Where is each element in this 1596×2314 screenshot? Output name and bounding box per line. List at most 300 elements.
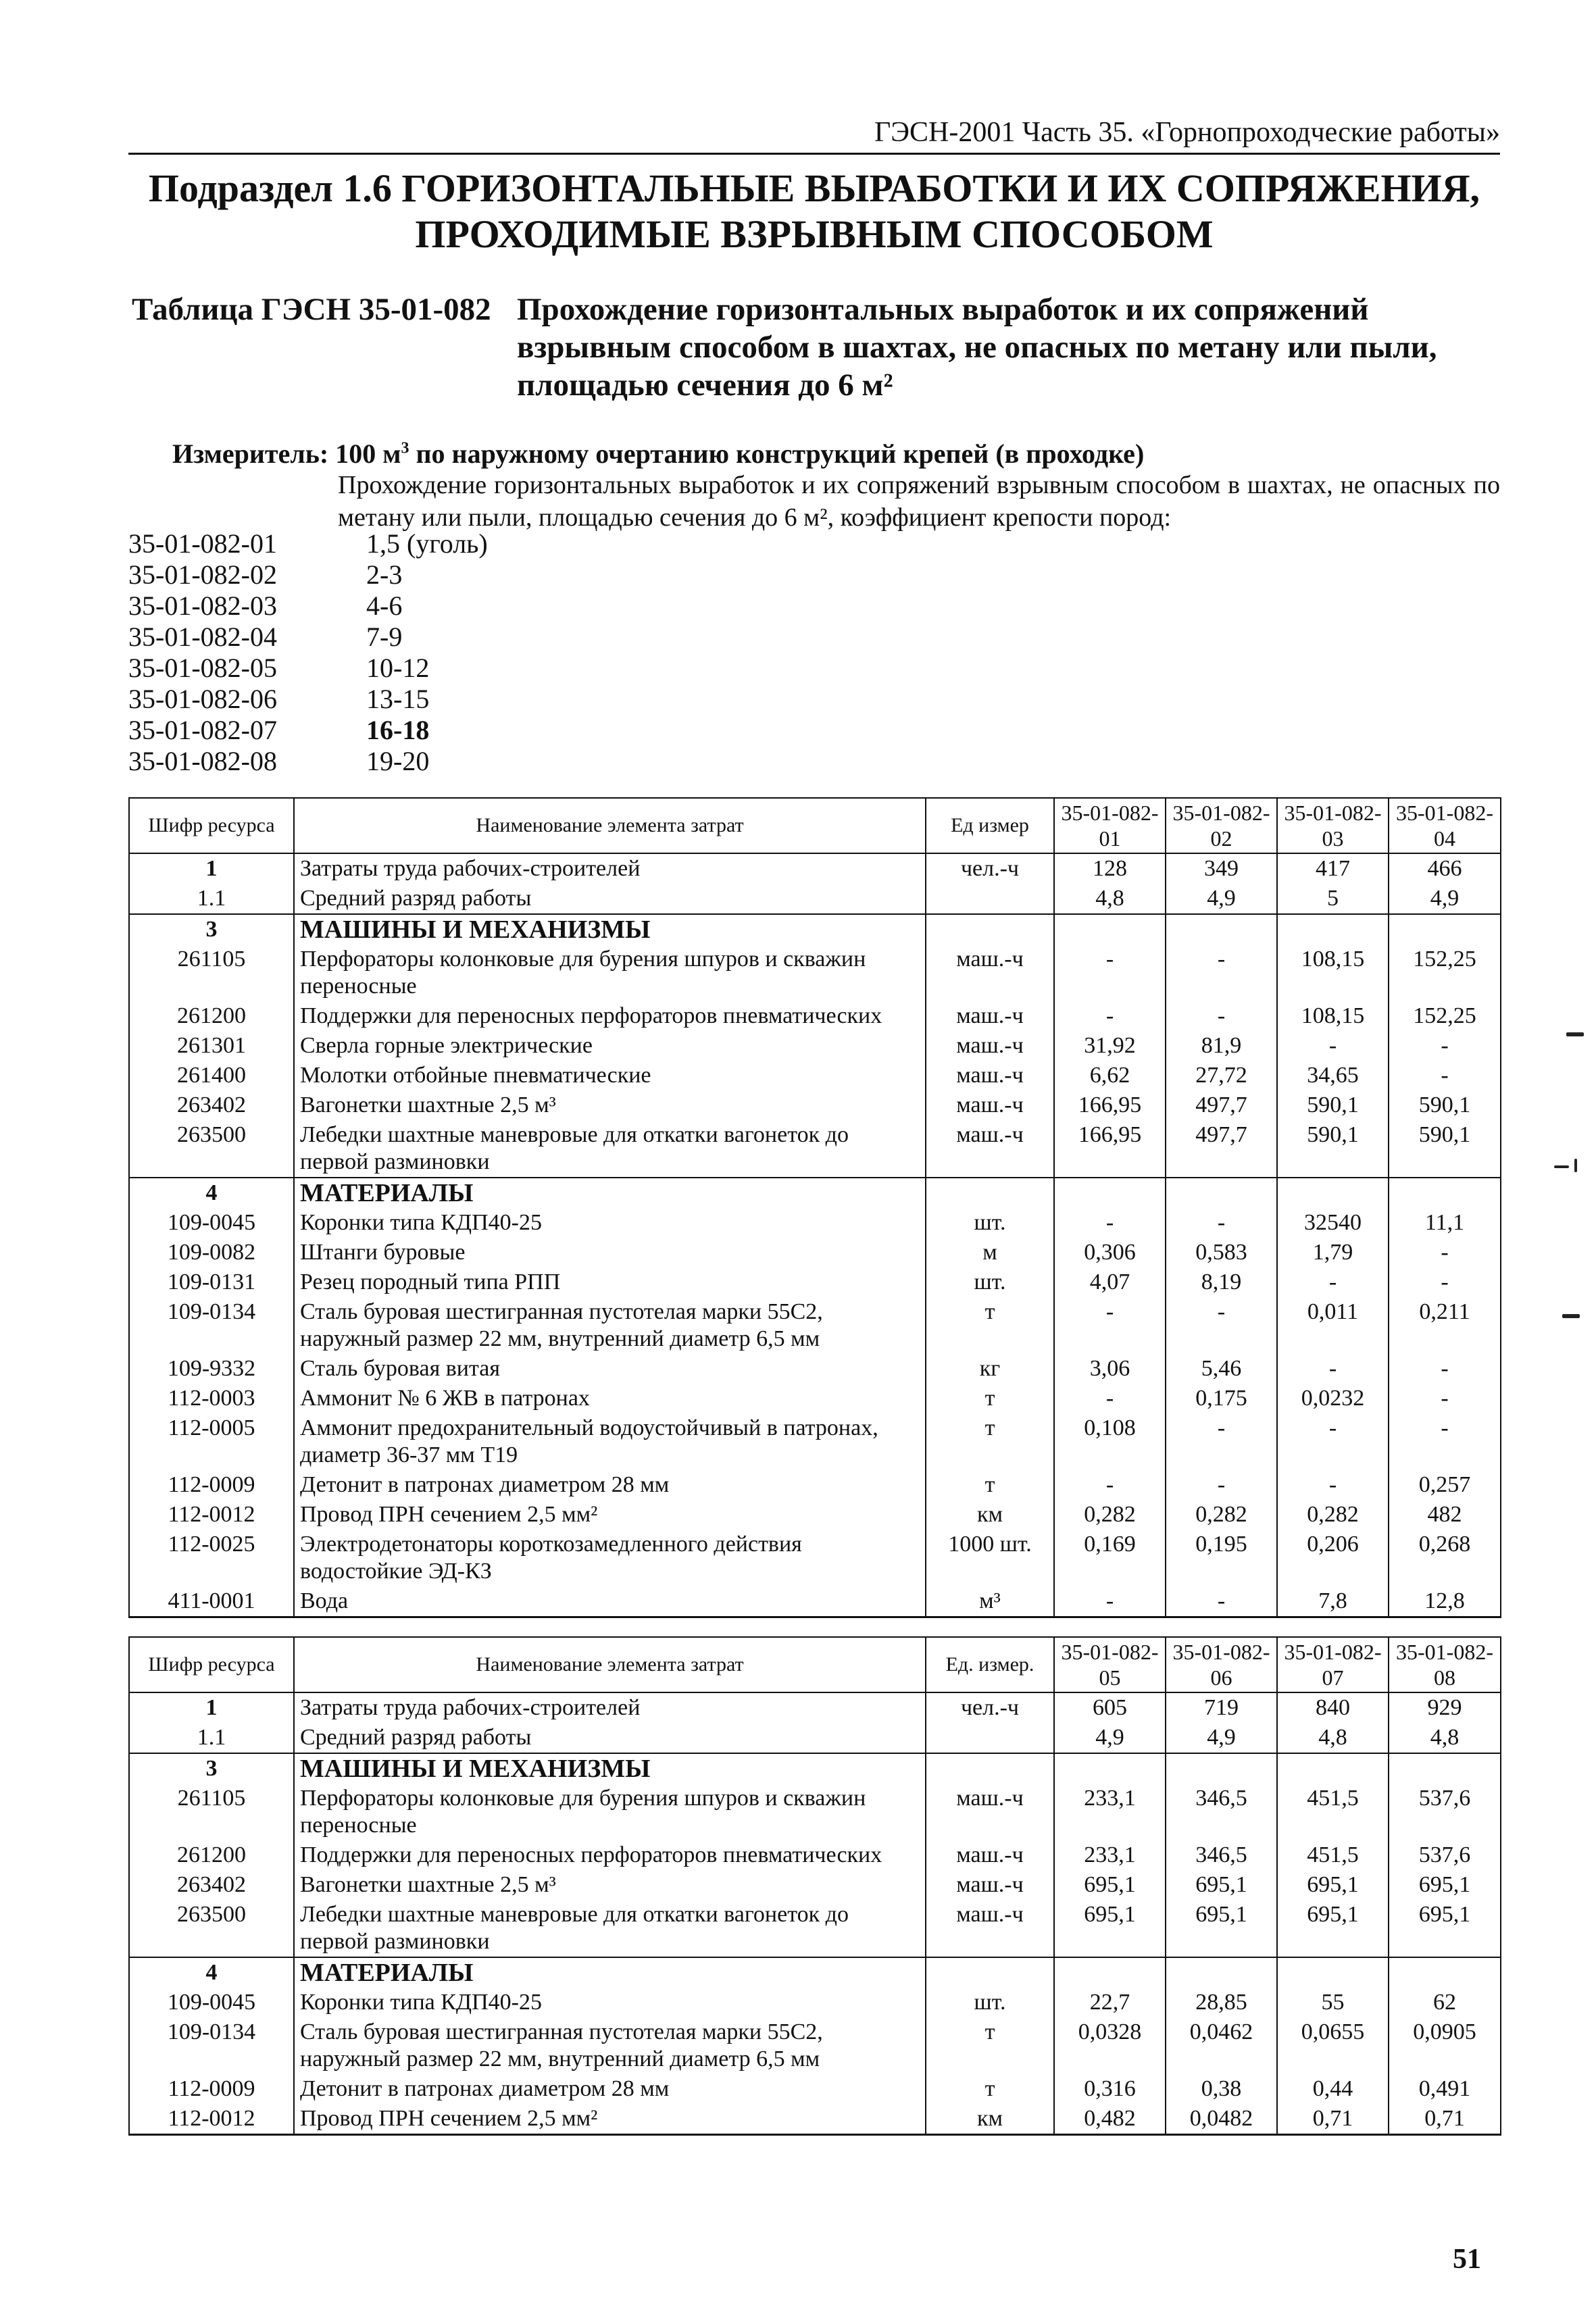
variant-code: 35-01-082-03 xyxy=(128,590,277,621)
resource-table-1 xyxy=(128,797,1501,1618)
resource-code-cell: 261105 xyxy=(129,945,294,1001)
value-cell: - xyxy=(1166,1470,1277,1500)
value-cell: 482 xyxy=(1389,1500,1501,1530)
unit-cell: т xyxy=(926,2017,1054,2074)
table-row xyxy=(129,884,1501,914)
value-cell xyxy=(1277,1753,1389,1784)
value-cell: 22,7 xyxy=(1054,1988,1166,2017)
resource-name-cell: Коронки типа КДП40-25 xyxy=(294,1208,926,1238)
resource-code-cell: 411-0001 xyxy=(129,1586,294,1617)
margin-scan-mark xyxy=(1566,1032,1584,1036)
unit-cell: м³ xyxy=(926,1586,1054,1617)
table-row xyxy=(129,853,1501,884)
value-cell xyxy=(1054,1178,1166,1208)
unit-cell: чел.-ч xyxy=(926,853,1054,884)
resource-name-cell: Электродетонаторы короткозамедленного действия водостойкие ЭД-КЗ xyxy=(294,1530,926,1586)
variant-value: 13-15 xyxy=(366,684,430,714)
header-cell: Шифр ресурса xyxy=(129,1637,294,1692)
variant-code: 35-01-082-07 xyxy=(128,715,277,745)
value-cell: 0,0905 xyxy=(1389,2017,1501,2074)
value-cell: 5,46 xyxy=(1166,1354,1277,1384)
unit-cell: т xyxy=(926,1384,1054,1413)
intro-paragraph: Прохождение горизонтальных выработок и их сопряжений взрывным способом в шахтах, не опасных по метану или пыли, площадью сечения до 6 м², коэффициент крепости пород: xyxy=(338,471,1500,532)
unit-cell: маш.-ч xyxy=(926,945,1054,1001)
table-row xyxy=(129,1753,1501,1784)
resource-name-cell: Перфораторы колонковые для бурения шпуров и скважин переносные xyxy=(294,1784,926,1840)
value-cell: 349 xyxy=(1166,853,1277,884)
resource-name-cell: МАШИНЫ И МЕХАНИЗМЫ xyxy=(294,914,926,945)
value-cell: - xyxy=(1054,945,1166,1001)
value-cell: - xyxy=(1389,1384,1501,1413)
resource-name-cell: МАШИНЫ И МЕХАНИЗМЫ xyxy=(294,1753,926,1784)
table-row xyxy=(129,1870,1501,1900)
value-cell: 695,1 xyxy=(1166,1900,1277,1957)
unit-cell: маш.-ч xyxy=(926,1031,1054,1061)
resource-name-cell: Сталь буровая шестигранная пустотелая марки 55С2, наружный размер 22 мм, внутренний диаметр 6,5 мм xyxy=(294,1297,926,1354)
value-cell: 1,79 xyxy=(1277,1238,1389,1267)
value-cell: 0,583 xyxy=(1166,1238,1277,1267)
resource-name-cell: Затраты труда рабочих-строителей xyxy=(294,1692,926,1723)
resource-code-cell: 112-0009 xyxy=(129,1470,294,1500)
variant-row xyxy=(128,622,488,653)
resource-name-cell: Лебедки шахтные маневровые для откатки вагонеток до первой разминовки xyxy=(294,1900,926,1957)
value-cell: 695,1 xyxy=(1277,1870,1389,1900)
value-cell: 417 xyxy=(1277,853,1389,884)
value-cell: - xyxy=(1389,1267,1501,1297)
resource-code-cell: 263402 xyxy=(129,1870,294,1900)
resource-name-cell: Детонит в патронах диаметром 28 мм xyxy=(294,1470,926,1500)
unit-cell xyxy=(926,1178,1054,1208)
value-cell: 537,6 xyxy=(1389,1784,1501,1840)
value-cell: - xyxy=(1277,1413,1389,1470)
value-cell: 6,62 xyxy=(1054,1061,1166,1090)
value-cell: 695,1 xyxy=(1054,1900,1166,1957)
table-row xyxy=(129,1384,1501,1413)
value-cell: 0,282 xyxy=(1166,1500,1277,1530)
unit-cell: маш.-ч xyxy=(926,1784,1054,1840)
resource-name-cell: Лебедки шахтные маневровые для откатки вагонеток до первой разминовки xyxy=(294,1120,926,1178)
resource-code-cell: 112-0012 xyxy=(129,2104,294,2135)
value-cell: 128 xyxy=(1054,853,1166,884)
margin-scan-mark xyxy=(1574,1159,1577,1172)
value-cell: 8,19 xyxy=(1166,1267,1277,1297)
value-cell: - xyxy=(1166,1297,1277,1354)
value-cell: - xyxy=(1389,1238,1501,1267)
table-header-row xyxy=(129,1637,1501,1692)
header-cell: 35-01-082-08 xyxy=(1389,1637,1501,1692)
resource-code-cell: 109-9332 xyxy=(129,1354,294,1384)
unit-cell: маш.-ч xyxy=(926,1120,1054,1178)
resource-name-cell: Провод ПРН сечением 2,5 мм² xyxy=(294,1500,926,1530)
unit-cell xyxy=(926,1753,1054,1784)
resource-name-cell: Сталь буровая шестигранная пустотелая марки 55С2, наружный размер 22 мм, внутренний диаметр 6,5 мм xyxy=(294,2017,926,2074)
resource-code-cell: 3 xyxy=(129,914,294,945)
value-cell: 695,1 xyxy=(1054,1870,1166,1900)
value-cell: 451,5 xyxy=(1277,1840,1389,1870)
value-cell: - xyxy=(1389,1354,1501,1384)
resource-name-cell: Резец породный типа РПП xyxy=(294,1267,926,1297)
resource-code-cell: 109-0134 xyxy=(129,1297,294,1354)
table-row xyxy=(129,1061,1501,1090)
value-cell: 166,95 xyxy=(1054,1120,1166,1178)
value-cell: 451,5 xyxy=(1277,1784,1389,1840)
unit-cell: шт. xyxy=(926,1988,1054,2017)
variant-value: 4-6 xyxy=(366,590,403,621)
value-cell: 12,8 xyxy=(1389,1586,1501,1617)
resource-code-cell: 261301 xyxy=(129,1031,294,1061)
value-cell xyxy=(1166,914,1277,945)
value-cell: 5 xyxy=(1277,884,1389,914)
value-cell: 166,95 xyxy=(1054,1090,1166,1120)
variant-value: 19-20 xyxy=(366,746,430,776)
resource-table-2 xyxy=(128,1636,1501,2136)
resource-name-cell: МАТЕРИАЛЫ xyxy=(294,1957,926,1988)
unit-cell: 1000 шт. xyxy=(926,1530,1054,1586)
value-cell xyxy=(1389,1957,1501,1988)
variant-row xyxy=(128,684,488,715)
value-cell xyxy=(1054,914,1166,945)
table-row xyxy=(129,1840,1501,1870)
unit-cell: маш.-ч xyxy=(926,1061,1054,1090)
variant-value: 7-9 xyxy=(366,622,403,652)
value-cell: 840 xyxy=(1277,1692,1389,1723)
value-cell: 0,282 xyxy=(1054,1500,1166,1530)
value-cell: 0,0462 xyxy=(1166,2017,1277,2074)
unit-cell xyxy=(926,884,1054,914)
table-row xyxy=(129,1267,1501,1297)
value-cell: 7,8 xyxy=(1277,1586,1389,1617)
resource-name-cell: Детонит в патронах диаметром 28 мм xyxy=(294,2074,926,2104)
unit-cell: шт. xyxy=(926,1267,1054,1297)
value-cell: 695,1 xyxy=(1389,1900,1501,1957)
value-cell: 0,482 xyxy=(1054,2104,1166,2135)
variant-row xyxy=(128,528,488,559)
unit-cell: маш.-ч xyxy=(926,1840,1054,1870)
variant-code: 35-01-082-08 xyxy=(128,746,277,776)
value-cell xyxy=(1277,1178,1389,1208)
measure-value xyxy=(335,438,1144,469)
resource-code-cell: 112-0003 xyxy=(129,1384,294,1413)
header-cell: 35-01-082-03 xyxy=(1277,798,1389,853)
table-row xyxy=(129,914,1501,945)
table-row xyxy=(129,1988,1501,2017)
unit-cell: т xyxy=(926,2074,1054,2104)
value-cell: 929 xyxy=(1389,1692,1501,1723)
unit-cell: маш.-ч xyxy=(926,1001,1054,1031)
header-cell: 35-01-082-06 xyxy=(1166,1637,1277,1692)
table-row xyxy=(129,2017,1501,2074)
value-cell: - xyxy=(1166,1001,1277,1031)
value-cell: 497,7 xyxy=(1166,1120,1277,1178)
table-row xyxy=(129,1500,1501,1530)
resource-code-cell: 263402 xyxy=(129,1090,294,1120)
value-cell: 0,0655 xyxy=(1277,2017,1389,2074)
resource-code-cell: 109-0134 xyxy=(129,2017,294,2074)
variant-value: 10-12 xyxy=(366,653,430,683)
resource-code-cell: 3 xyxy=(129,1753,294,1784)
variant-row xyxy=(128,590,488,622)
resource-code-cell: 261105 xyxy=(129,1784,294,1840)
resource-name-cell: Затраты труда рабочих-строителей xyxy=(294,853,926,884)
subsection-title-line2: ПРОХОДИМЫЕ ВЗРЫВНЫМ СПОСОБОМ xyxy=(415,212,1214,256)
value-cell: 0,175 xyxy=(1166,1384,1277,1413)
value-cell: - xyxy=(1277,1267,1389,1297)
value-cell xyxy=(1389,914,1501,945)
table-row xyxy=(129,1001,1501,1031)
variant-row xyxy=(128,746,488,777)
subsection-title xyxy=(128,166,1500,257)
resource-name-cell: Поддержки для переносных перфораторов пневматических xyxy=(294,1001,926,1031)
value-cell: 590,1 xyxy=(1277,1090,1389,1120)
value-cell: 0,0328 xyxy=(1054,2017,1166,2074)
header-cell: Наименование элемента затрат xyxy=(294,1637,926,1692)
value-cell: 0,71 xyxy=(1389,2104,1501,2135)
value-cell xyxy=(1054,1753,1166,1784)
value-cell: 0,206 xyxy=(1277,1530,1389,1586)
variant-code: 35-01-082-02 xyxy=(128,559,277,590)
unit-cell: маш.-ч xyxy=(926,1870,1054,1900)
value-cell xyxy=(1389,1753,1501,1784)
value-cell: - xyxy=(1054,1001,1166,1031)
resource-name-cell: Средний разряд работы xyxy=(294,1723,926,1753)
value-cell: 62 xyxy=(1389,1988,1501,2017)
value-cell: 590,1 xyxy=(1277,1120,1389,1178)
running-header: ГЭСН-2001 Часть 35. «Горнопроходческие работы» xyxy=(128,116,1500,155)
table-header-row xyxy=(129,798,1501,853)
variant-code: 35-01-082-01 xyxy=(128,528,277,559)
resource-code-cell: 263500 xyxy=(129,1120,294,1178)
table-title-text xyxy=(517,291,1490,404)
value-cell xyxy=(1054,1957,1166,1988)
value-cell: 152,25 xyxy=(1389,1001,1501,1031)
table-row xyxy=(129,1586,1501,1617)
value-cell: 152,25 xyxy=(1389,945,1501,1001)
table-row xyxy=(129,1784,1501,1840)
value-cell: 695,1 xyxy=(1277,1900,1389,1957)
value-cell: 0,011 xyxy=(1277,1297,1389,1354)
resource-name-cell: Поддержки для переносных перфораторов пневматических xyxy=(294,1840,926,1870)
variant-list xyxy=(128,528,488,777)
value-cell: - xyxy=(1166,1413,1277,1470)
value-cell: 4,9 xyxy=(1166,884,1277,914)
table-title-line2: взрывным способом в шахтах, не опасных по метану или пыли, xyxy=(517,330,1437,365)
resource-name-cell: Коронки типа КДП40-25 xyxy=(294,1988,926,2017)
value-cell: 0,38 xyxy=(1166,2074,1277,2104)
value-cell: - xyxy=(1054,1470,1166,1500)
value-cell: 0,108 xyxy=(1054,1413,1166,1470)
resource-code-cell: 112-0009 xyxy=(129,2074,294,2104)
resource-code-cell: 112-0005 xyxy=(129,1413,294,1470)
header-cell: Ед измер xyxy=(926,798,1054,853)
resource-name-cell: МАТЕРИАЛЫ xyxy=(294,1178,926,1208)
measure-value-pre: 100 м xyxy=(335,438,401,469)
table-row xyxy=(129,1354,1501,1384)
value-cell: 81,9 xyxy=(1166,1031,1277,1061)
value-cell: 233,1 xyxy=(1054,1784,1166,1840)
table-row xyxy=(129,1297,1501,1354)
value-cell: 4,9 xyxy=(1054,1723,1166,1753)
resource-code-cell: 1 xyxy=(129,1692,294,1723)
header-cell: 35-01-082-07 xyxy=(1277,1637,1389,1692)
table-row xyxy=(129,1957,1501,1988)
variant-value: 1,5 (уголь) xyxy=(366,528,488,559)
value-cell: - xyxy=(1054,1586,1166,1617)
resource-code-cell: 263500 xyxy=(129,1900,294,1957)
value-cell xyxy=(1166,1753,1277,1784)
value-cell: 4,8 xyxy=(1054,884,1166,914)
header-cell: Наименование элемента затрат xyxy=(294,798,926,853)
header-cell: 35-01-082-01 xyxy=(1054,798,1166,853)
variant-row xyxy=(128,559,488,590)
value-cell: - xyxy=(1389,1031,1501,1061)
value-cell: 0,268 xyxy=(1389,1530,1501,1586)
resource-name-cell: Молотки отбойные пневматические xyxy=(294,1061,926,1090)
measure-line xyxy=(172,438,1144,470)
value-cell: 4,8 xyxy=(1389,1723,1501,1753)
resource-name-cell: Вагонетки шахтные 2,5 м³ xyxy=(294,1090,926,1120)
measure-label: Измеритель: xyxy=(172,438,329,469)
header-cell: 35-01-082-05 xyxy=(1054,1637,1166,1692)
resource-code-cell: 1 xyxy=(129,853,294,884)
margin-scan-mark xyxy=(1554,1165,1569,1168)
value-cell: 233,1 xyxy=(1054,1840,1166,1870)
resource-code-cell: 4 xyxy=(129,1178,294,1208)
value-cell: 0,71 xyxy=(1277,2104,1389,2135)
margin-scan-mark xyxy=(1562,1314,1580,1318)
value-cell: 0,257 xyxy=(1389,1470,1501,1500)
measure-value-sup: 3 xyxy=(401,439,409,457)
value-cell: 0,491 xyxy=(1389,2074,1501,2104)
table-row xyxy=(129,1178,1501,1208)
value-cell: - xyxy=(1277,1354,1389,1384)
resource-code-cell: 261200 xyxy=(129,1840,294,1870)
unit-cell xyxy=(926,1723,1054,1753)
value-cell: 4,9 xyxy=(1389,884,1501,914)
unit-cell xyxy=(926,914,1054,945)
unit-cell: чел.-ч xyxy=(926,1692,1054,1723)
variant-code: 35-01-082-05 xyxy=(128,653,277,683)
table-row xyxy=(129,1120,1501,1178)
table-title-label: Таблица ГЭСН 35-01-082 xyxy=(132,292,491,327)
header-cell: 35-01-082-02 xyxy=(1166,798,1277,853)
page-number: 51 xyxy=(1453,2244,1481,2275)
resource-code-cell: 112-0012 xyxy=(129,1500,294,1530)
table-row xyxy=(129,1530,1501,1586)
resource-code-cell: 1.1 xyxy=(129,884,294,914)
resource-code-cell: 109-0082 xyxy=(129,1238,294,1267)
value-cell xyxy=(1277,914,1389,945)
header-cell: Шифр ресурса xyxy=(129,798,294,853)
resource-code-cell: 4 xyxy=(129,1957,294,1988)
value-cell: 4,9 xyxy=(1166,1723,1277,1753)
table-title-line1: Прохождение горизонтальных выработок и их сопряжений xyxy=(517,292,1369,327)
resource-code-cell: 261200 xyxy=(129,1001,294,1031)
value-cell: 0,0232 xyxy=(1277,1384,1389,1413)
table-row xyxy=(129,1413,1501,1470)
resource-code-cell: 261400 xyxy=(129,1061,294,1090)
value-cell: - xyxy=(1277,1031,1389,1061)
value-cell: 605 xyxy=(1054,1692,1166,1723)
resource-name-cell: Перфораторы колонковые для бурения шпуров и скважин переносные xyxy=(294,945,926,1001)
value-cell: - xyxy=(1166,1586,1277,1617)
value-cell: 466 xyxy=(1389,853,1501,884)
resource-name-cell: Вода xyxy=(294,1586,926,1617)
value-cell: 0,195 xyxy=(1166,1530,1277,1586)
table-title-line3: площадью сечения до 6 м² xyxy=(517,368,893,403)
value-cell: 108,15 xyxy=(1277,945,1389,1001)
table-row xyxy=(129,945,1501,1001)
value-cell: 719 xyxy=(1166,1692,1277,1723)
value-cell: 0,211 xyxy=(1389,1297,1501,1354)
unit-cell xyxy=(926,1957,1054,1988)
table-row xyxy=(129,2104,1501,2135)
value-cell: 55 xyxy=(1277,1988,1389,2017)
value-cell: 497,7 xyxy=(1166,1090,1277,1120)
value-cell: 346,5 xyxy=(1166,1784,1277,1840)
table-row xyxy=(129,2074,1501,2104)
resource-code-cell: 109-0045 xyxy=(129,1208,294,1238)
resource-name-cell: Аммонит № 6 ЖВ в патронах xyxy=(294,1384,926,1413)
value-cell xyxy=(1166,1178,1277,1208)
unit-cell: маш.-ч xyxy=(926,1090,1054,1120)
unit-cell: маш.-ч xyxy=(926,1900,1054,1957)
variant-value: 2-3 xyxy=(366,559,403,590)
value-cell: 695,1 xyxy=(1166,1870,1277,1900)
value-cell: 0,306 xyxy=(1054,1238,1166,1267)
value-cell: 537,6 xyxy=(1389,1840,1501,1870)
resource-name-cell: Сверла горные электрические xyxy=(294,1031,926,1061)
unit-cell: км xyxy=(926,2104,1054,2135)
value-cell: - xyxy=(1054,1297,1166,1354)
value-cell: - xyxy=(1277,1470,1389,1500)
table-row xyxy=(129,1031,1501,1061)
value-cell: 590,1 xyxy=(1389,1090,1501,1120)
value-cell: - xyxy=(1389,1413,1501,1470)
variant-code: 35-01-082-04 xyxy=(128,622,277,652)
value-cell: 4,8 xyxy=(1277,1723,1389,1753)
table-row xyxy=(129,1692,1501,1723)
unit-cell: т xyxy=(926,1470,1054,1500)
value-cell: 3,06 xyxy=(1054,1354,1166,1384)
value-cell: 0,169 xyxy=(1054,1530,1166,1586)
unit-cell: т xyxy=(926,1413,1054,1470)
value-cell: 0,0482 xyxy=(1166,2104,1277,2135)
measure-value-post: по наружному очертанию конструкций крепей (в проходке) xyxy=(409,438,1145,469)
header-cell: 35-01-082-04 xyxy=(1389,798,1501,853)
table-row xyxy=(129,1470,1501,1500)
resource-name-cell: Провод ПРН сечением 2,5 мм² xyxy=(294,2104,926,2135)
subsection-title-line1: Подраздел 1.6 ГОРИЗОНТАЛЬНЫЕ ВЫРАБОТКИ И ИХ СОПРЯЖЕНИЯ, xyxy=(148,166,1480,210)
value-cell: 28,85 xyxy=(1166,1988,1277,2017)
value-cell xyxy=(1277,1957,1389,1988)
value-cell: 11,1 xyxy=(1389,1208,1501,1238)
value-cell: - xyxy=(1166,945,1277,1001)
table-row xyxy=(129,1208,1501,1238)
value-cell xyxy=(1166,1957,1277,1988)
value-cell: 108,15 xyxy=(1277,1001,1389,1031)
value-cell: 590,1 xyxy=(1389,1120,1501,1178)
value-cell: 31,92 xyxy=(1054,1031,1166,1061)
value-cell: 34,65 xyxy=(1277,1061,1389,1090)
value-cell: 32540 xyxy=(1277,1208,1389,1238)
variant-code: 35-01-082-06 xyxy=(128,684,277,714)
header-cell: Ед. измер. xyxy=(926,1637,1054,1692)
resource-name-cell: Средний разряд работы xyxy=(294,884,926,914)
variant-value: 16-18 xyxy=(366,715,430,745)
value-cell: 27,72 xyxy=(1166,1061,1277,1090)
resource-code-cell: 112-0025 xyxy=(129,1530,294,1586)
table-row xyxy=(129,1090,1501,1120)
